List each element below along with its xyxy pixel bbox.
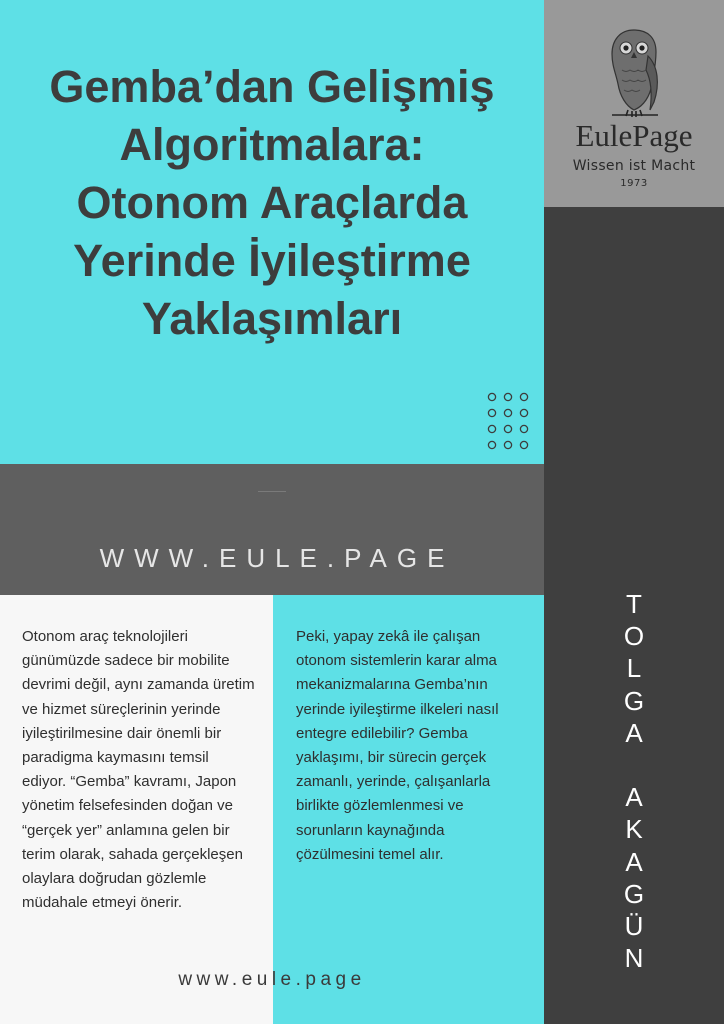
intro-paragraph: Otonom araç teknolojileri günümüzde sadece bir mobilite devrimi değil, aynı zamanda üretim ve hizmet süreçlerinin yerinde iyileştirilmesine dair önemli bir paradigma kaymasını temsil ediyor. “Gemba” kavramı, Japon yönetim felsefesinden doğan ve “gerçek yer” anlamına gelen bir terim olarak, sahada gerçekleşen olaylara doğrudan gözlemle müdahale etmeyi önerir. <box>22 628 255 912</box>
title-line: Algoritmalara: <box>119 119 425 170</box>
dot-grid-decoration <box>486 391 534 451</box>
author-letter: G <box>623 685 645 716</box>
brand-year: 1973 <box>620 178 648 189</box>
author-letter: A <box>625 846 643 877</box>
author-letter: A <box>625 782 643 813</box>
author-letter: Ü <box>624 911 644 942</box>
brand-name: EulePage <box>575 118 693 153</box>
owl-icon <box>598 26 670 118</box>
footer-website-url[interactable]: www.eule.page <box>178 969 366 990</box>
title-line: Otonom Araçlarda <box>76 177 468 228</box>
title-line: Yaklaşımları <box>141 293 403 344</box>
title-line: Gemba’dan Gelişmiş <box>49 61 495 112</box>
band-website-url[interactable]: WWW.EULE.PAGE <box>99 543 455 573</box>
author-letter: G <box>623 878 645 909</box>
author-letter: O <box>623 621 645 652</box>
question-paragraph: Peki, yapay zekâ ile çalışan otonom sistemlerin karar alma mekanizmalarına Gemba’nın yerinde iyileştirme ilkeleri nasıl entegre edilebilir? Gemba yaklaşımı, bir sürecin gerçek zamanlı, yerinde, çalışanlarla birlikte gözlemlenmesi ve sorunların kaynağında çözülmesini temel alır. <box>296 628 499 863</box>
author-letter: L <box>626 653 642 684</box>
author-letter: T <box>626 589 642 619</box>
url-band <box>0 464 544 595</box>
author-letter: N <box>624 943 644 974</box>
author-letter: K <box>625 814 643 845</box>
title-line: Yerinde İyileştirme <box>73 235 471 286</box>
author-name-vertical <box>544 588 724 974</box>
author-letter-space <box>544 749 724 781</box>
brand-slogan: Wissen ist Macht <box>572 158 696 174</box>
divider <box>258 491 286 492</box>
cover-title <box>0 58 544 348</box>
author-letter: A <box>625 717 643 748</box>
